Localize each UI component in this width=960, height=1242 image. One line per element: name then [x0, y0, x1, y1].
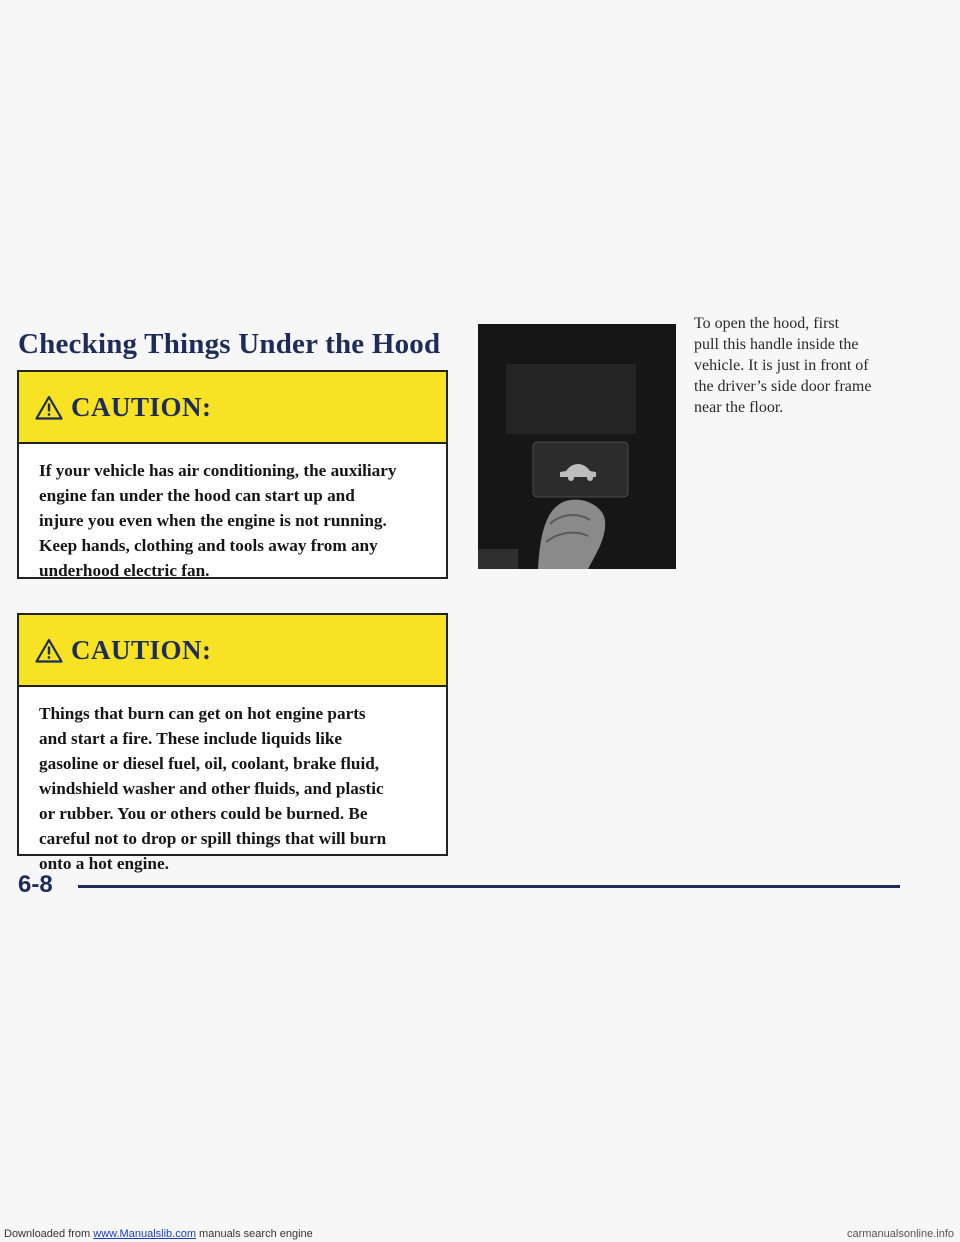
caution-text	[19, 687, 446, 876]
download-source	[4, 1226, 313, 1242]
hood-release-illustration	[478, 324, 676, 569]
instruction-line: To open the hood, first	[694, 315, 840, 332]
caution-label: CAUTION:	[71, 635, 212, 665]
caution-label: CAUTION:	[71, 392, 212, 422]
manualslib-link[interactable]: www.Manualslib.com	[93, 1228, 196, 1240]
instruction-line: pull this handle inside the	[694, 336, 859, 353]
caution-line: If your vehicle has air conditioning, the auxiliary	[39, 461, 397, 480]
hood-instructions	[694, 313, 934, 418]
footer-divider	[78, 885, 900, 888]
section-title: Checking Things Under the Hood	[18, 328, 441, 360]
instruction-line: vehicle. It is just in front of	[694, 357, 869, 374]
caution-line: engine fan under the hood can start up and	[39, 486, 355, 505]
caution-box-fire	[17, 613, 448, 873]
watermark: carmanualsonline.info	[846, 1228, 954, 1240]
download-banner	[0, 1226, 960, 1242]
downloaded-from-text: Downloaded from	[4, 1228, 91, 1240]
caution-text	[19, 444, 446, 583]
caution-line: careful not to drop or spill things that will burn	[39, 829, 387, 848]
caution-header	[19, 372, 446, 444]
caution-line: injure you even when the engine is not running.	[39, 511, 387, 530]
caution-line: onto a hot engine.	[39, 854, 169, 873]
caution-header	[19, 615, 446, 687]
caution-line: windshield washer and other fluids, and plastic	[39, 779, 384, 798]
caution-line: Things that burn can get on hot engine parts	[39, 704, 366, 723]
caution-line: and start a fire. These include liquids like	[39, 729, 343, 748]
caution-line: gasoline or diesel fuel, oil, coolant, brake fluid,	[39, 754, 380, 773]
hood-release-handle-photo	[478, 324, 676, 569]
caution-box-fan	[17, 370, 448, 579]
search-engine-text: manuals search engine	[199, 1228, 313, 1240]
warning-triangle-icon	[35, 395, 63, 420]
instruction-line: the driver’s side door frame	[694, 378, 872, 395]
instruction-line: near the floor.	[694, 399, 784, 416]
caution-line: or rubber. You or others could be burned. Be	[39, 804, 368, 823]
page-number: 6-8	[18, 871, 53, 898]
caution-line: Keep hands, clothing and tools away from any	[39, 536, 378, 555]
caution-line: underhood electric fan.	[39, 561, 210, 580]
warning-triangle-icon	[35, 638, 63, 663]
